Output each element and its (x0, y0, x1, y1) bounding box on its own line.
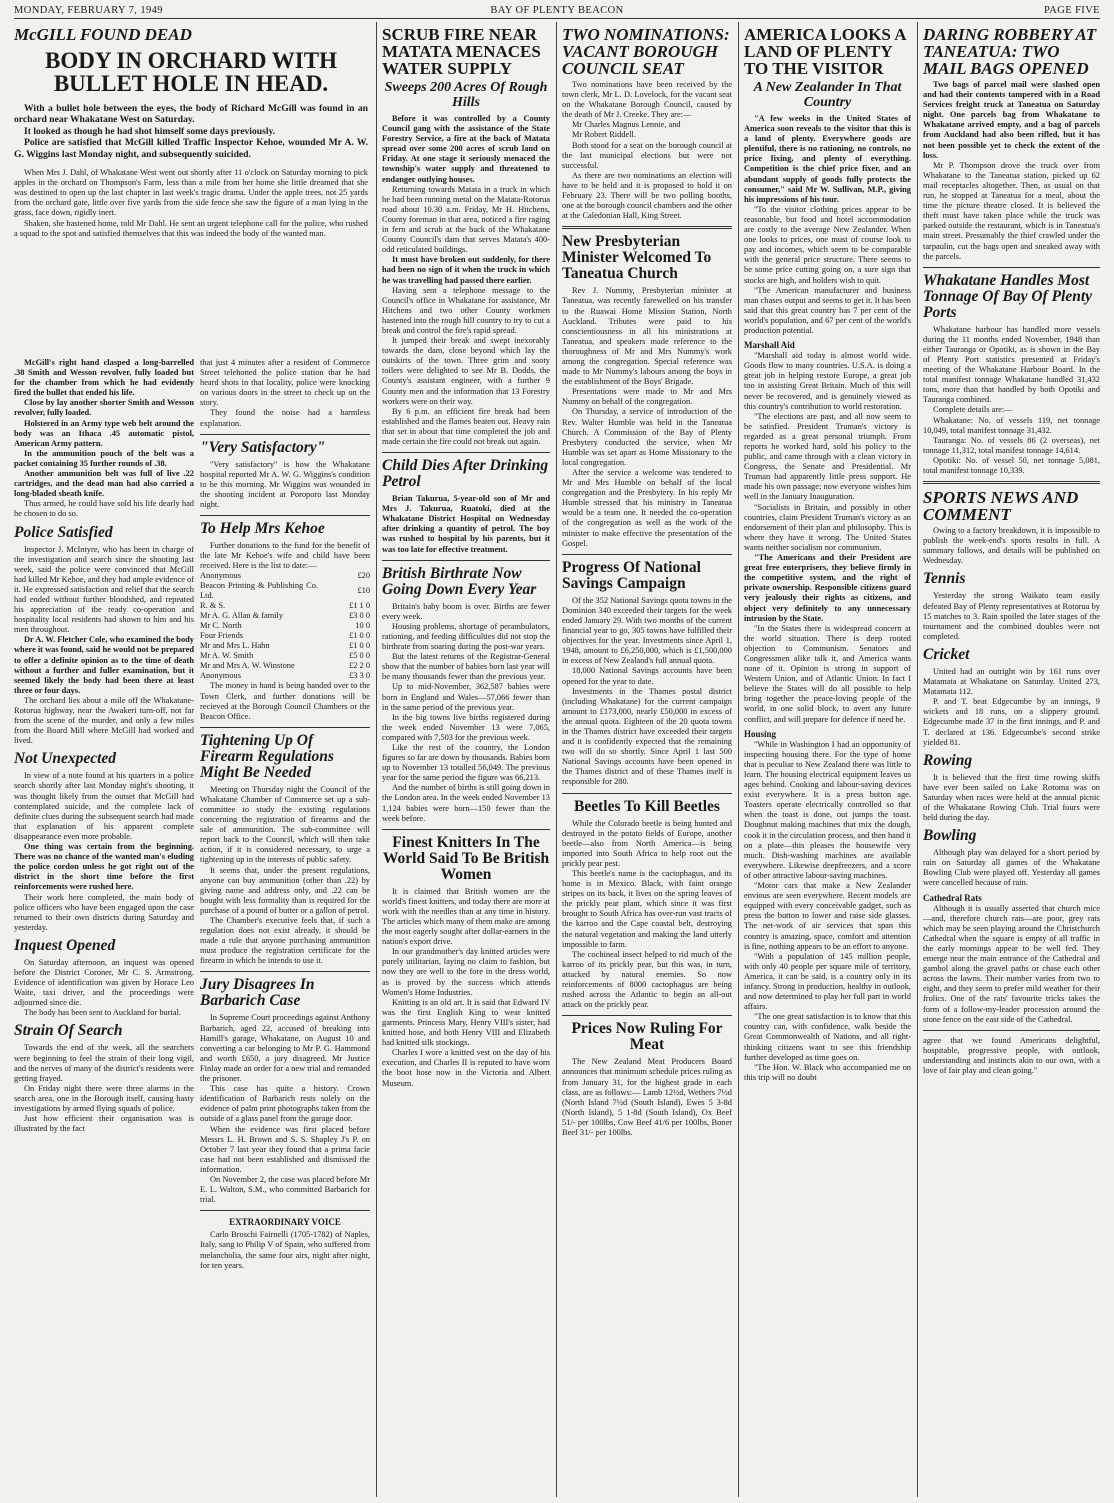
donor-name: Beacon Printing & Publishing Co. Ltd. (200, 581, 318, 601)
page-masthead (14, 4, 1100, 19)
subheading: Cricket (923, 645, 970, 663)
article-headline: DARING ROBBERY AT TANEATUA: TWO MAIL BAGS OPENED (923, 25, 1097, 78)
donation-row (200, 571, 370, 581)
divider (923, 267, 1100, 268)
article-headline: Tightening Up Of Firearm Regulations Might Be Needed (200, 731, 334, 781)
article-headline: SCRUB FIRE NEAR MATATA MENACES WATER SUPPLY (382, 25, 541, 78)
story-paragraph: While the Colorado beetle is being hunted and destroyed in the potato fields of Europe, another beetle—also from North America—is being imported into South Africa to help root out the prickly pear pest. (562, 818, 732, 868)
story-paragraph: Presentations were made to Mr and Mrs Nummy on behalf of the congregation. (562, 387, 732, 407)
article-subheadline: A New Zealander In That Country (753, 80, 902, 110)
story-paragraph: In our grandmother's day knitted articles were purely utilitarian, laying no claim to fashion, but now they are well to the fore in the dress world, as is proved by the success which attends Women's Home Industries. (382, 947, 550, 997)
donation-row (200, 671, 370, 681)
story-paragraph: It is claimed that British women are the world's finest knitters, and today there are more at work with the needles than at any time in history. The articles which many of them make are among the most eagerly sought after dollar-earners in the nation's export drive. (382, 886, 550, 947)
story-paragraph: It must have broken out suddenly, for there had been no sign of it when the truck in which he was travelling had passed there earlier. (382, 255, 550, 285)
story-paragraph: Mr P. Thompson drove the truck over from Whakatane to the Taneatua station, picked up 62 mail receptacles altogether. Then, as usual on that run, he stopped at Taneatua for a meal, about the time the picture theatre closed. It is believed the theft must have taken place while the truck was parked outside the restaurant, which is in Taneatua's main street. Presumably the thief crawled under the tarpaulin, cut the bags open and sneaked away with the parcels. (923, 160, 1100, 261)
story-paragraph: Mr Charles Magnus Lennie, and (572, 120, 681, 130)
donation-row (200, 621, 370, 631)
story-paragraph: Towards the end of the week, all the searchers were beginning to feel the strain of their long vigil, and the nerves of many of the district's residents were getting frayed. (14, 1043, 194, 1083)
story-paragraph: "To the visitor clothing prices appear to be reasonable, but food and hotel accommodation are costly to the average New Zealander. When one looks to prices, one must of course look to pay and incomes, which seem to be comparable with the general price structure. There seems to be some price cutting going on, a sure sign that stocks are high, and holders wish to quit. (744, 204, 911, 285)
story-paragraph: Having sent a telephone message to the Council's office in Whakatane for assistance, Mr Hitchens and two other County workmen hastened into the rough hill country to try to cut a break and control the fire's rapid spread. (382, 285, 550, 335)
subheading: Housing (744, 728, 777, 739)
story-paragraph: "A few weeks in the United States of America soon reveals to the visitor that this is a land of plenty. Everywhere goods are plentiful, there is no rationing, no controls, no price fixing, and plenty of everything. Competition is the chief price fixer, and an abundant supply of goods fully protects the consumer," said Mr W. Sullivan, M.P., giving his impressions of his tour. (744, 114, 911, 204)
article-headline: EXTRAORDINARY VOICE (229, 1217, 341, 1228)
story-paragraph: Dr A. W. Fletcher Cole, who examined the body where it was found, said he would not be prepared to offer a definite opinion as to the time of death without a further and fuller examination, but it seemed likely the body had been there at least three or four days. (14, 635, 194, 695)
story-paragraph: Britain's baby boom is over. Births are fewer every week. (382, 601, 550, 621)
subheading: Rowing (923, 751, 973, 769)
story-paragraph: When Mrs J. Dahl, of Whakatane West went out shortly after 11 o'clock on Saturday morning to pick apples in the orchard on Thompson's Farm, less than a mile from her home she little dreamed that she was destined to open up the last chapter in last week's tragic drama. Under the apple trees, not 25 yards from the orchard gate, little over five yards from the side fence she saw the figure of a man lying in the grass, face down, rigidly inert. (14, 168, 368, 218)
column-six (923, 22, 1100, 1497)
article-headline: Progress Of National Savings Campaign (562, 558, 701, 592)
story-paragraph: Close by lay another shorter Smith and Wesson revolver, fully loaded. (14, 398, 194, 418)
story-paragraph: Just how efficient their organisation was is illustrated by the fact (14, 1114, 194, 1134)
divider (923, 481, 1100, 484)
article-headline: British Birthrate Now Going Down Every Year (382, 564, 537, 598)
article-headline: Beetles To Kill Beetles (574, 797, 720, 815)
donor-name: Mr A. G. Allan & family (200, 611, 284, 621)
story-paragraph: In the big towns live births registered during the week ended November 13 were 7,065, compared with 7,503 for the previous week. (382, 712, 550, 742)
story-paragraph: Mr Robert Riddell. (572, 130, 636, 140)
article-headline: TWO NOMINATIONS: VACANT BOROUGH COUNCIL SEAT (562, 25, 730, 78)
donor-name: Anonymous (200, 571, 241, 581)
donor-name: Anonymous (200, 671, 241, 681)
donation-amount: £20 (357, 571, 370, 581)
divider (382, 560, 550, 561)
donation-row (200, 581, 370, 601)
story-paragraph: Although play was delayed for a short period by rain on Saturday all games of the Whakatane Bowling Club were played off. Yesterday all games were cancelled because of rain. (923, 848, 1100, 888)
story-paragraph: Tauranga: No. of vessels 86 (2 overseas), net tonnage 11,312, total manifest tonnage 14,614. (923, 435, 1100, 455)
story-paragraph: Up to mid-November, 362,587 babies were born in England and Wales—57,066 fewer than in the same period of the previous year. (382, 682, 550, 712)
subheading: Bowling (923, 827, 977, 845)
story-paragraph: Investments in the Thames postal district (including Whakatane) for the current campaign amount to £173,000, nearly £50,000 in excess of the annual quota. Eighteen of the 20 quota towns in the Thames district have exceeded their targets and it is confidently expected that the remaining two will do so shortly. Since April 1 last 500 National Savings accounts have been opened in the Thames district and of these Thames itself is responsible for 280. (562, 686, 732, 787)
column-four (562, 22, 732, 1497)
donation-row (200, 651, 370, 661)
donor-name: Mr C. North (200, 621, 242, 631)
story-paragraph: Two bags of parcel mail were slashed open and had their contents tampered with in a Road Services freight truck at Taneatua on Saturday night. One parcels bag from Whakatane to Whakatane arrived empty, and a bag of parcels from Auckland had also been rifled, but it has not been possible yet to check the extent of the loss. (923, 80, 1100, 160)
story-paragraph: 18,000 National Savings accounts have been opened for the year to date. (562, 666, 732, 686)
story-paragraph: But the latest returns of the Registrar-General show that the number of babies born last year will be many thousands fewer than the previous year. (382, 652, 550, 682)
story-paragraph: "The Hon. W. Black who accompanied me on this trip will no doubt (744, 1062, 911, 1082)
article-subheadline: Sweeps 200 Acres Of Rough Hills (384, 80, 548, 110)
subheading: Tennis (923, 570, 966, 588)
article-headline: Whakatane Handles Most Tonnage Of Bay Of Plenty Ports (923, 271, 1093, 321)
story-paragraph: Another ammunition belt was full of live .22 cartridges, and the dead man had also carried a long-bladed sheath knife. (14, 469, 194, 499)
story-paragraph: United had an outright win by 161 runs over Matamata at Whakatane on Saturday. United 273, Matamata 112. (923, 666, 1100, 697)
story-paragraph: Rev J. Nummy, Presbyterian minister at Taneatua, was recently farewelled on his transfer to the Ruawai Home Mission Station, North Auckland. Tributes were paid to his conscientiousness in all his ministrations at Taneatua, and speakers made reference to the thoroughness of Mr and Mrs Nummy's work among the congregation. Special reference was made to Mr Nummy's labours among the boys in the establishment of the Boys' Brigade. (562, 286, 732, 387)
column-two (200, 358, 370, 1497)
section-heading: McGILL FOUND DEAD (14, 25, 192, 44)
story-paragraph: "While in Washington I had an opportunity of inspecting housing there. For the type of home that is peculiar to New Zealand there was little to learn. The housing electrical equipment leaves us ages behind. Cooking and labour-saving devices exist everywhere. It is a press button age. Toasters operate electrically controlled so that when the toast is done, out jumps the toast. Doughnut making machines that mix the dough, cook it in the circulation process, and then hand it on a plate—this pleases the housewife very much. Dish-washing machines are available everywhere. Likewise deepfreezers, and a score of other attractive labour-saving machines. (744, 739, 911, 880)
column-rule (738, 22, 739, 1497)
story-paragraph: The body has been sent to Auckland for burial. (24, 1008, 181, 1018)
issue-date: MONDAY, FEBRUARY 7, 1949 (14, 5, 163, 16)
story-paragraph: that just 4 minutes after a resident of Commerce Street telehoned the police station that he had heard shots in that locality, police were knocking on various doors in the street to check up on the story. (200, 358, 370, 408)
newspaper-name: BAY OF PLENTY BEACON (490, 5, 624, 16)
story-paragraph: Yesterday the strong Waikato team easily defeated Bay of Plenty representatives at Rotorua by 15 matches to 3. Rain spoiled the later stages of the tournament and the combined doubles were not completed. (923, 591, 1100, 641)
story-paragraph: On Thursday, a service of introduction of the Rev. Walter Humble was held in the Taneatua Church. A Commission of the Bay of Plenty Presbytery conducted the service, when Mr Humble was set apart as Home Missionary to the local congregation. (562, 407, 732, 467)
donation-row (200, 661, 370, 671)
column-rule (376, 22, 377, 1497)
story-paragraph: Complete details are:— (933, 405, 1013, 415)
story-paragraph: The New Zealand Meat Producers Board announces that minimum schedule prices ruling as from January 31, for the highest grade in each class, are as follows:— Lamb 12½d, Wethers 7½d (North Island 7½d (South Island), Ewes 5 3-8d (North Island), 5 1-8d (South Island), Ox Beef 51/- per 100lbs, Cow Beef 41/6 per 100lbs, Boner Beef 31/- per 100lbs. (562, 1057, 732, 1137)
donation-amount: £2 2 0 (349, 661, 370, 671)
story-paragraph: Like the rest of the country, the London figures so far are down by thousands. Babies born up to November 13 totalled 56,049. The previous year for the same period the figure was 66,213. (382, 742, 550, 783)
story-paragraph: Before it was controlled by a County Council gang with the assistance of the State Forestry Service, a fire at the back of Matata spread over some 200 acres of scrub land on Friday. At one stage it seriously menaced the township's water supply and threatened to endanger outlying houses. (382, 114, 550, 184)
donor-name: Mr and Mrs L. Hahn (200, 641, 270, 651)
donation-row (200, 641, 370, 651)
lead-headline: BODY IN ORCHARD WITH BULLET HOLE IN HEAD. (44, 48, 337, 96)
lead-paragraph: It looked as though he had shot himself some days previously. (24, 125, 276, 137)
story-paragraph: On November 2, the case was placed before Mr E. L. Walton, S.M., who committed Barbarich for trial. (200, 1174, 370, 1205)
divider (562, 554, 732, 555)
story-paragraph: "The American manufacturer and business man chases output and seems to get it. It has been said that this great country has 7 per cent of the world's population, and 67 per cent of the world's production potential. (744, 285, 911, 335)
story-paragraph: In view of a note found at his quarters in a police search shortly after last Monday night's shooting, it was thought likely from the outset that McGill had contemplated suicide, and the complete lack of definite clues during the subsequent search had made that explanation of his apparent complete disappearance even more probable. (14, 771, 194, 841)
column-three (382, 22, 550, 1497)
story-paragraph: Further donations to the fund for the benefit of the late Mr Kehoe's wife and child have been received. Here is the list to date:— (200, 541, 370, 571)
story-paragraph: "The elections are past, and all now seem to be satisfied. President Truman's victory is regarded as a great personal triumph. From reports he worked hard, sold his policy to the public, and came through with a clean victory in Congress, the Senate and Presidential. Mr Truman had apparently little press support. He made his own passage; now everyone wishes him well in the January Inauguration. (744, 411, 911, 502)
story-paragraph: It seems that, under the present regulations, anyone can buy ammunition (other than .22) by giving name and address only, and .22 can be bought with less formality than is required for the purchase of a pound of butter or a gallon of petrol. (200, 865, 370, 915)
story-paragraph: Two nominations have been received by the town clerk, Mr L. D. Lovelock, for the vacant seat on the Whakatane Borough Council, caused by the death of Mr J. Creeke. They are:— (562, 80, 732, 120)
story-paragraph: In Supreme Court proceedings against Anthony Barbarich, aged 22, accused of breaking into Hamill's garage, Whakatane, on August 10 and converting a car belonging to Mr P. G. Hammond and worth £650, a jury disagreed. Mr Justice Finlay made an order for a new trial and remanded the prisoner. (200, 1013, 370, 1084)
story-paragraph: Meeting on Thursday night the Council of the Whakatane Chamber of Commerce set up a sub-committee to study the existing regulations concerning the registration of firearms and the sale of ammunition. The sub-committee will report back to the Council, which will then take action, if it is considered necessary, to urge a tightening up in the interests of public safety. (200, 784, 370, 865)
donation-amount: 10 0 (355, 621, 370, 631)
story-paragraph: agree that we found Americans delightful, hospitable, progressive people, with outlook, understanding and instincts akin to our own, with a love of fair play and clean going." (923, 1035, 1100, 1076)
story-paragraph: And the number of births is still going down in the London area. In the week ended November 13 1,124 babies were born—150 fewer than the week before. (382, 783, 550, 823)
story-paragraph: Of the 352 National Savings quota towns in the Dominion 340 exceeded their targets for the week ended January 29. With two months of the current financial year to go, 305 towns have fulfilled their objectives for the year. Investments since April 1, 1948, amount to £6,250,000, which is £1,500,000 in excess of New Zealand's full annual quota. (562, 595, 732, 666)
donation-amount: £5 0 0 (349, 651, 370, 661)
divider (382, 829, 550, 830)
column-rule (556, 22, 557, 1497)
donation-row (200, 631, 370, 641)
donation-amount: £1 0 0 (349, 641, 370, 651)
divider (200, 434, 370, 435)
lead-story-continued (14, 358, 194, 1497)
subheading: Strain Of Search (14, 1022, 123, 1040)
story-paragraph: Shaken, she hastened home, told Mr Dahl. He sent an urgent telephone call for the police, who rushed a squad to the spot and satisfied themselves that this was indeed the body of the wanted man. (14, 218, 368, 238)
donation-amount: £3 3 0 (349, 671, 370, 681)
story-paragraph: Housing problems, shortage of perambulators, rationing, and feeding difficulties did not stop the birthrate from soaring during the post-war years. (382, 621, 550, 652)
story-paragraph: Holstered in an Army type web belt around the body was an Ithaca .45 automatic pistol, American Army pattern. (14, 418, 194, 448)
story-paragraph: Although it is usually asserted that church mice—and, therefore church rats—are poor, grey rats which may be seen playing around the Christchurch Cathedral when the square is empty of all traffic in the early mornings appear to be well fed. They emerge near the main entrance of the Cathedral and gambol along the gravel paths or chase each other across the lawns. Their number varies from two to eight, and they seem to prefer mild weather for their frolics. One of the rats' favourite tricks takes the form of a follow-my-leader procession around the stone fence on the east side of the Cathedral. (923, 903, 1100, 1024)
donation-list (200, 571, 370, 681)
article-headline: Prices Now Ruling For Meat (571, 1020, 723, 1054)
story-paragraph: Carlo Broschi Fairnelli (1705-1782) of Naples, Italy, sang to Philip V of Spain, who suffered from melancholia, the same four airs, night after night, for ten years. (200, 1230, 370, 1270)
story-paragraph: "In the States there is widespread concern at the world situation. There is deep rooted objection to Communism. Senators and Congressmen alike talk it, and America wants none of it. Opinion is strong in support of Western Union, and of Atlantic Union. In fact I believe the States will do all possible to help bring together the peace-loving people of the world, in one solid block, to avert any future conflict, and will prepare for defence if need be. (744, 623, 911, 724)
lead-paragraph: With a bullet hole between the eyes, the body of Richard McGill was found in an orchard near Whakatane West on Saturday. (14, 103, 368, 126)
story-paragraph: In the ammunition pouch of the belt was a packet containing 35 further rounds of .38. (14, 448, 194, 468)
subheading: Inquest Opened (14, 936, 116, 954)
article-headline: "Very Satisfactory" (200, 438, 326, 456)
story-paragraph: The money in hand is being handed over to the Town Clerk, and further donations will be recieved at the Borough Council Chambers or the Beacon Office. (200, 681, 370, 721)
story-paragraph: Brian Takurua, 5-year-old son of Mr and Mrs J. Takurua, Ruatoki, died at the Whakatane District Hospital on Wednesday after drinking a quantity of petrol. The boy was rushed to hospital by his parents, but it was too late for effective treatment. (382, 494, 550, 554)
story-paragraph: McGill's right hand clasped a long-barrelled .38 Smith and Wesson revolver, fully loaded but for the chamber from which he had evidently fired the bullet that ended his life. (14, 358, 194, 398)
lead-paragraph: Police are satisfied that McGill killed Traffic Inspector Kehoe, wounded Mr A. W. G. Wiggins last Monday night, and subsequently suicided. (14, 137, 368, 160)
page-number: PAGE FIVE (1043, 5, 1100, 16)
donor-name: Mr and Mrs A. W. Winstone (200, 661, 295, 671)
article-headline: New Presbyterian Minister Welcomed To Taneatua Church (562, 233, 712, 283)
story-paragraph: Knitting is an old art. It is said that Edward IV was the first English King to wear knitted garments. Princess Mary, Henry VIII's sister, had knitted hose, and both Henry VIII and Elizabeth had knitted silk stockings. (382, 997, 550, 1048)
donation-amount: £1 0 0 (349, 631, 370, 641)
subheading: Not Unexpected (14, 750, 117, 768)
donor-name: Four Friends (200, 631, 244, 641)
donation-amount: £10 (357, 586, 370, 596)
story-paragraph: Whakatane harbour has handled more vessels during the 11 months ended November, 1948 than either Tauranga or Opotiki, as is shown in the Bay of Plenty Port statistics presented at Friday's meeting of the Whakatane Harbour Board. In the total manifest tonnage Whakatane handled 31,432 tons, more than that handled by both Opotiki and Tauranga combined. (923, 324, 1100, 405)
divider (382, 452, 550, 453)
divider (200, 971, 370, 972)
divider (923, 1030, 1100, 1031)
story-paragraph: On Saturday afternoon, an inquest was opened before the District Coroner, Mr C. S. Armstrong. Evidence of identification was given by Horace Leo Waite, taxi driver, and the proceedings were adjourned since die. (14, 957, 194, 1008)
divider (562, 1015, 732, 1016)
story-paragraph: This beetle's name is the cactophagus, and its home is in Mexico. Black, with faint orange stripes on its back, it lives on the spring leaves of the prickly pear plant, which since it was first brought to South Africa has over-run vast tracts of the karroo and the Cape coastal belt, destroying the natural vegetation and making the land utterly impossible to farm. (562, 869, 732, 949)
section-heading: SPORTS NEWS AND COMMENT (923, 488, 1079, 525)
story-paragraph: "The Americans and their President are great free enterprisers, they believe firmly in the competitive system, and the right of private ownership. Responsible citizens guard very jealously their rights as citizens, and object very definitely to any unnecessary intrusion by the State. (744, 553, 911, 623)
story-paragraph: "With a population of 145 million people, with only 40 people per square mile of territory, America, it can be said, is a country only in its infancy. Strong in production, healthy in outlook, and now determined to play her full part in world affairs. (744, 951, 911, 1012)
article-headline: Jury Disagrees In Barbarich Case (200, 976, 315, 1010)
story-paragraph: "Very satisfactory" is how the Whakatane hospital reported Mr A. W. G. Wiggins's condition to be this morning. Mr Wiggins was wounded in the shooting incident at Poroporo last Monday night. (200, 459, 370, 510)
story-paragraph: The Chamber's executive feels that, if such a regulation does not exist already, it should be made a rule that anyone purchasing ammunition must produce the registration certificate for the firearm in which he intends to use it. (200, 916, 370, 966)
divider (562, 793, 732, 794)
story-paragraph: After the service a welcome was tendered to Mr and Mrs Humble on behalf of the local congregation and the Presbytery. In his reply Mr Humble stressed that his ministry in Taneatua would be a team one. It needed the co-operation of the congregation as well as the work of the minister to make effective the presentation of the Gospel. (562, 468, 732, 548)
story-paragraph: As there are two nominations an election will have to be held and it is proposed to hold it on February 23. There will be two polling booths, one at the borough council chambers and the other at the Caledonian Hall, King Street. (562, 170, 732, 221)
story-paragraph: Thus armed, he could have sold his life dearly had he chosen to do so. (14, 499, 194, 519)
story-paragraph: Charles I wore a knitted vest on the day of his execution, and Charles II is reputed to have worn the boot hose now in the Victoria and Albert Museum. (382, 1048, 550, 1088)
column-rule (917, 22, 918, 1497)
subheading: Marshall Aid (744, 340, 795, 351)
divider (200, 515, 370, 516)
story-paragraph: It jumped their break and swept inexorably towards the dam, close beyond which lay the outskirts of the town. Three grim and sooty toilers were delighted to see Mr B. Dodds, the County's assistant engineer, with a further 9 County men and the information that 13 Forestry workers were on their way. (382, 336, 550, 406)
story-paragraph: The orchard lies about a mile off the Whakatane-Rotorua highway, near the Awakeri turn-off, not far from the scene of the murder, and only a few miles from the Board Mill where McGill had worked and lived. (14, 695, 194, 746)
donation-amount: £1 1 0 (349, 601, 370, 611)
story-paragraph: This case has quite a history. Crown identification of Barbarich rests solely on the evidence of palm print photographs taken from the outside of a glass panel from the garage door. (200, 1084, 370, 1124)
story-paragraph: Both stood for a seat on the borough council at the last municipal elections but were not successful. (562, 140, 732, 170)
lead-story (14, 22, 368, 358)
story-paragraph: "Marshall aid today is almost world wide. Goods flow to many countries. U.S.A. is doing a great job in helping restore Europe, a great job too in assisting Great Britain. Much of this will never be recovered, and is genuinely viewed as this country's contribution to world restoration. (744, 351, 911, 411)
story-paragraph: Whakatane: No. of vessels 119, net tonnage 10,049, total manifest tonnage 31,432. (923, 415, 1100, 435)
story-paragraph: They found the noise had a harmless explanation. (200, 408, 370, 428)
story-paragraph: The cochineal insect helped to rid much of the karroo of its prickly pear, but this was, in turn, attacked by natural enemies. So now reinforcements of 8000 cactophagus are being rushed across the Atlantic to begin an all-out attack on the prickly pear. (562, 949, 732, 1010)
subheading: Cathedral Rats (923, 892, 982, 903)
story-paragraph: Returning towards Matata in a truck in which he had been running metal on the Matata-Rotorua road about 10.30 a.m. Friday, Mr H. Hitchens, County foreman in that area, noticed a fire raging in fern and scrub at the back of the Whakatane County Council's dam that serves Matata's 400-odd reticulated buildings. (382, 184, 550, 255)
story-paragraph: "Motor cars that make a New Zealander envious are seen everywhere. Recent models are equipped with every conceivable gadget, such as press the button to lower and raise side glasses. The net-work of air services that span this country is amazing, space, comfort and attention is fine, nothing appears to be an effort to anyone. (744, 881, 911, 951)
story-paragraph: "Socialists in Britain, and possibly in other countries, claim President Truman's victory as an endorsement of their plan and philosophy. This is where they have it wrong. The United States wants neither socialism nor communism. (744, 502, 911, 552)
story-paragraph: It is believed that the first time rowing skiffs have ever been sailed on Lake Rotoma was on Saturday when races were held at the annual picnic of the Whakatane Rowing Club. Trial fours were held during the day. (923, 772, 1100, 823)
story-paragraph: By 6 p.m. an efficient fire break had been established and the flames beaten out. Heavy rain that set in about that time completed the job and made certain the fire could not break out again. (382, 406, 550, 446)
divider (200, 727, 370, 728)
story-paragraph: Owing to a factory breakdown, it is impossible to publish the week-end's sports results in full. A summary follows, and details will be published on Wednesday. (923, 526, 1100, 566)
donor-name: R. & S. (200, 601, 226, 611)
article-headline: To Help Mrs Kehoe (200, 520, 325, 538)
story-paragraph: Their work here completed, the main body of police officers who have been engaged upon the case returned to their own districts during Saturday and yesterday. (14, 892, 194, 932)
story-paragraph: One thing was certain from the beginning. There was no chance of the wanted man's eluding the police cordon unless he got right out of the district in the short time before the first reinforcements were rushed here. (14, 842, 194, 892)
article-headline: Finest Knitters In The World Said To Be British Women (382, 833, 550, 883)
story-paragraph: When the evidence was first placed before Messrs L. H. Brown and S. S. Shapley J's P. on October 7 last year they found that a prima facie case had not been established and dismissed the information. (200, 1124, 370, 1174)
divider (562, 226, 732, 229)
donation-row (200, 611, 370, 621)
story-paragraph: "The one great satisfaction is to know that this country can, with confidence, walk beside the Great Commonwealth of Nations, and all right-thinking citizens want to see this friendship further developed as time goes on. (744, 1012, 911, 1062)
story-paragraph: Inspector J. McIntyre, who has been in charge of the investigation and search since the shooting last week, said the police were convinced that McGill had killed Mr Kehoe, and they had ample evidence of it. He expressed satisfaction and relief that the search had ended without further bloodshed, and repeated his appreciation of the ready co-operation and hospitality local residents had shown to him and his men throughout. (14, 544, 194, 635)
story-paragraph: On Friday night there were three alarms in the search area, one in the Borough itself, causing hasty investigations by armed flying squads of police. (14, 1083, 194, 1113)
column-five (744, 22, 911, 1497)
divider (200, 1210, 370, 1211)
donation-row (200, 601, 370, 611)
donation-amount: £3 0 0 (349, 611, 370, 621)
story-paragraph: P. and T. beat Edgecumbe by an innings, 9 wickets and 18 runs, on a slippery ground. Edgecumbe made 37 in the first innings, and P. and T. declared at 136. Edgecumbe's second strike yielded 81. (923, 697, 1100, 747)
article-headline: AMERICA LOOKS A LAND OF PLENTY TO THE VISITOR (744, 25, 906, 78)
story-paragraph: Opotiki: No. of vessel 50, net tonnage 5,081, total manifest tonnage 10,339. (923, 455, 1100, 475)
article-headline: Child Dies After Drinking Petrol (382, 457, 549, 491)
subheading: Police Satisfied (14, 523, 113, 541)
donor-name: Mr A. W. Smith (200, 651, 254, 661)
